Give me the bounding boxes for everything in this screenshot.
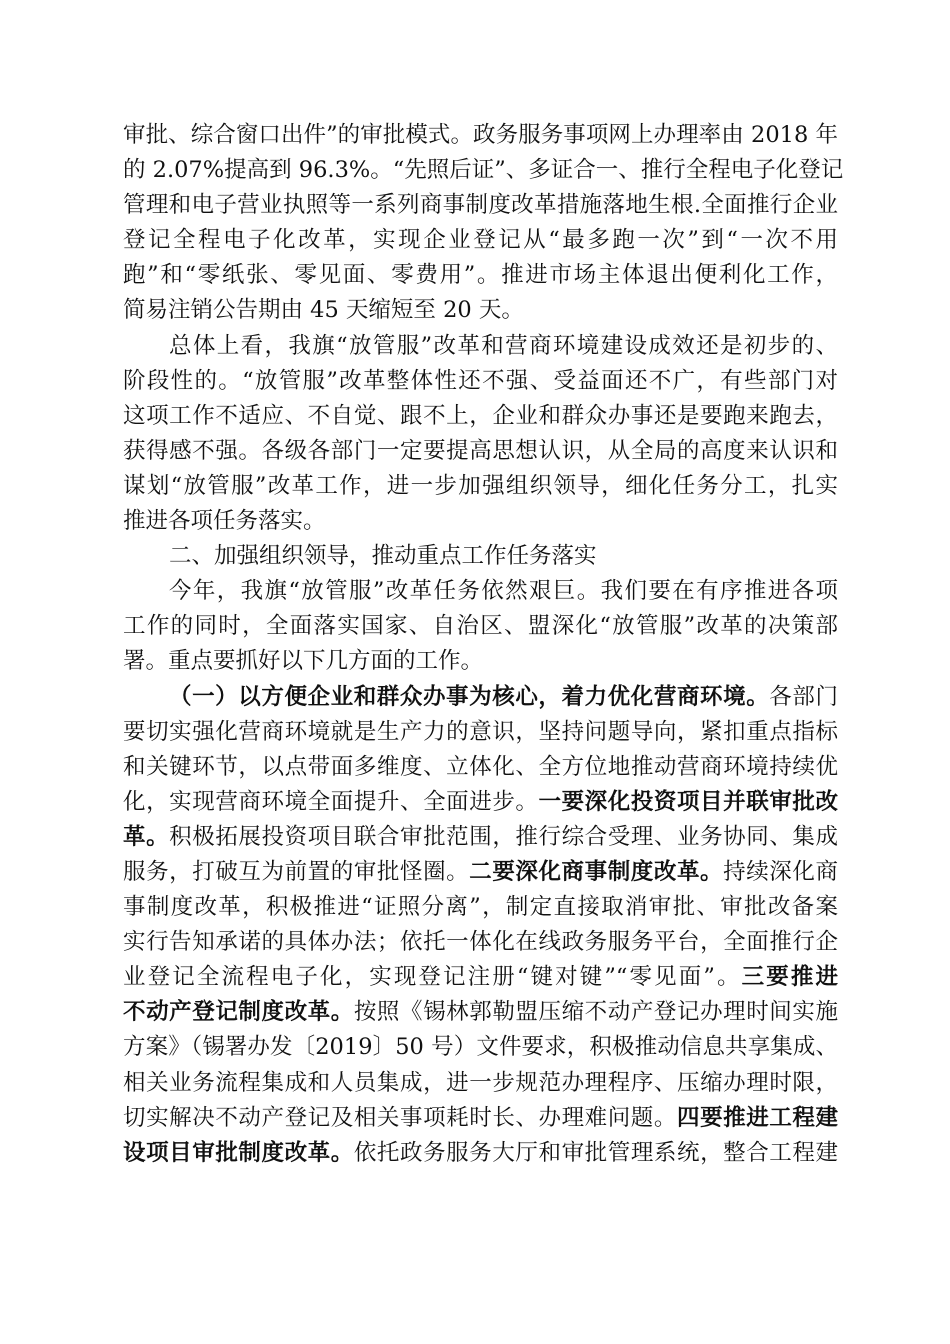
bold-phrase: 革。	[123, 823, 170, 850]
text-line: 化，实现营商环境全面提升、全面进步。一要深化投资项目并联审批改	[123, 788, 838, 815]
text-line: 管理和电子营业执照等一系列商事制度改革措施落地生根.全面推行企业	[123, 192, 838, 219]
text-line: 的 2.07%提高到 96.3%。“先照后证”、多证合一、推行全程电子化登记	[123, 157, 844, 184]
bold-phrase: 四要推进工程建	[676, 1104, 838, 1131]
text-line: 这项工作不适应、不自觉、跟不上，企业和群众办事还是要跑来跑去，	[123, 402, 838, 429]
text-line: 审批、综合窗口出件”的审批模式。政务服务事项网上办理率由 2018 年	[123, 122, 838, 148]
text-line: 要切实强化营商环境就是生产力的意识，坚持问题导向，紧扣重点指标	[123, 718, 838, 745]
text-line: 阶段性的。“放管服”改革整体性还不强、受益面还不广，有些部门对	[123, 367, 838, 394]
text-line: 实行告知承诺的具体办法；依托一体化在线政务服务平台，全面推行企	[123, 929, 838, 956]
text-line: （一）以方便企业和群众办事为核心，着力优化营商环境。各部门	[169, 683, 838, 710]
document-page	[123, 118, 844, 1171]
text-line: 业登记全流程电子化，实现登记注册“键对键”“零见面”。三要推进	[123, 964, 838, 991]
text-line: 革。积极拓展投资项目联合审批范围，推行综合受理、业务协同、集成	[123, 823, 838, 850]
bold-phrase: 设项目审批制度改革。	[123, 1139, 354, 1166]
bold-phrase: 不动产登记制度改革。	[123, 999, 354, 1026]
bold-heading: （一）以方便企业和群众办事为核心，着力优化营商环境。	[169, 683, 770, 710]
text-line: 简易注销公告期由 45 天缩短至 20 天。	[123, 297, 524, 324]
text-line: 署。重点要抓好以下几方面的工作。	[123, 648, 484, 675]
text-line: 相关业务流程集成和人员集成，进一步规范办理程序、压缩办理时限，	[123, 1069, 838, 1096]
text-line: 切实解决不动产登记及相关事项耗时长、办理难问题。四要推进工程建	[123, 1104, 838, 1131]
text-line: 获得感不强。各级各部门一定要提高思想认识，从全局的高度来认识和	[123, 437, 838, 464]
text-line: 推进各项任务落实。	[123, 508, 326, 535]
text-line: 跑”和“零纸张、零见面、零费用”。推进市场主体退出便利化工作，	[123, 262, 838, 289]
text-line: 设项目审批制度改革。依托政务服务大厅和审批管理系统，整合工程建	[123, 1139, 838, 1166]
text-line: 事制度改革，积极推进“证照分离”，制定直接取消审批、审批改备案	[123, 894, 838, 921]
text-line: 谋划“放管服”改革工作，进一步加强组织领导，细化任务分工，扎实	[123, 472, 838, 499]
text-line: 不动产登记制度改革。按照《锡林郭勒盟压缩不动产登记办理时间实施	[123, 999, 838, 1026]
text-line: 方案》（锡署办发〔2019〕50 号）文件要求，积极推动信息共享集成、	[123, 1034, 838, 1061]
text-line: 登记全程电子化改革，实现企业登记从“最多跑一次”到“一次不用	[123, 227, 838, 254]
bold-phrase: 二要深化商事制度改革。	[469, 858, 724, 885]
text-line: 今年，我旗“放管服”改革任务依然艰巨。我们要在有序推进各项	[169, 578, 838, 605]
text-line: 总体上看，我旗“放管服”改革和营商环境建设成效还是初步的、	[169, 332, 838, 359]
bold-phrase: 三要推进	[741, 964, 838, 991]
bold-phrase: 一要深化投资项目并联审批改	[538, 788, 838, 815]
text-line: 和关键环节，以点带面多维度、立体化、全方位地推动营商环境持续优	[123, 753, 838, 780]
text-line: 服务，打破互为前置的审批怪圈。二要深化商事制度改革。持续深化商	[123, 858, 838, 885]
text-line: 工作的同时，全面落实国家、自治区、盟深化“放管服”改革的决策部	[123, 613, 838, 640]
section-heading: 二、加强组织领导，推动重点工作任务落实	[169, 543, 597, 570]
